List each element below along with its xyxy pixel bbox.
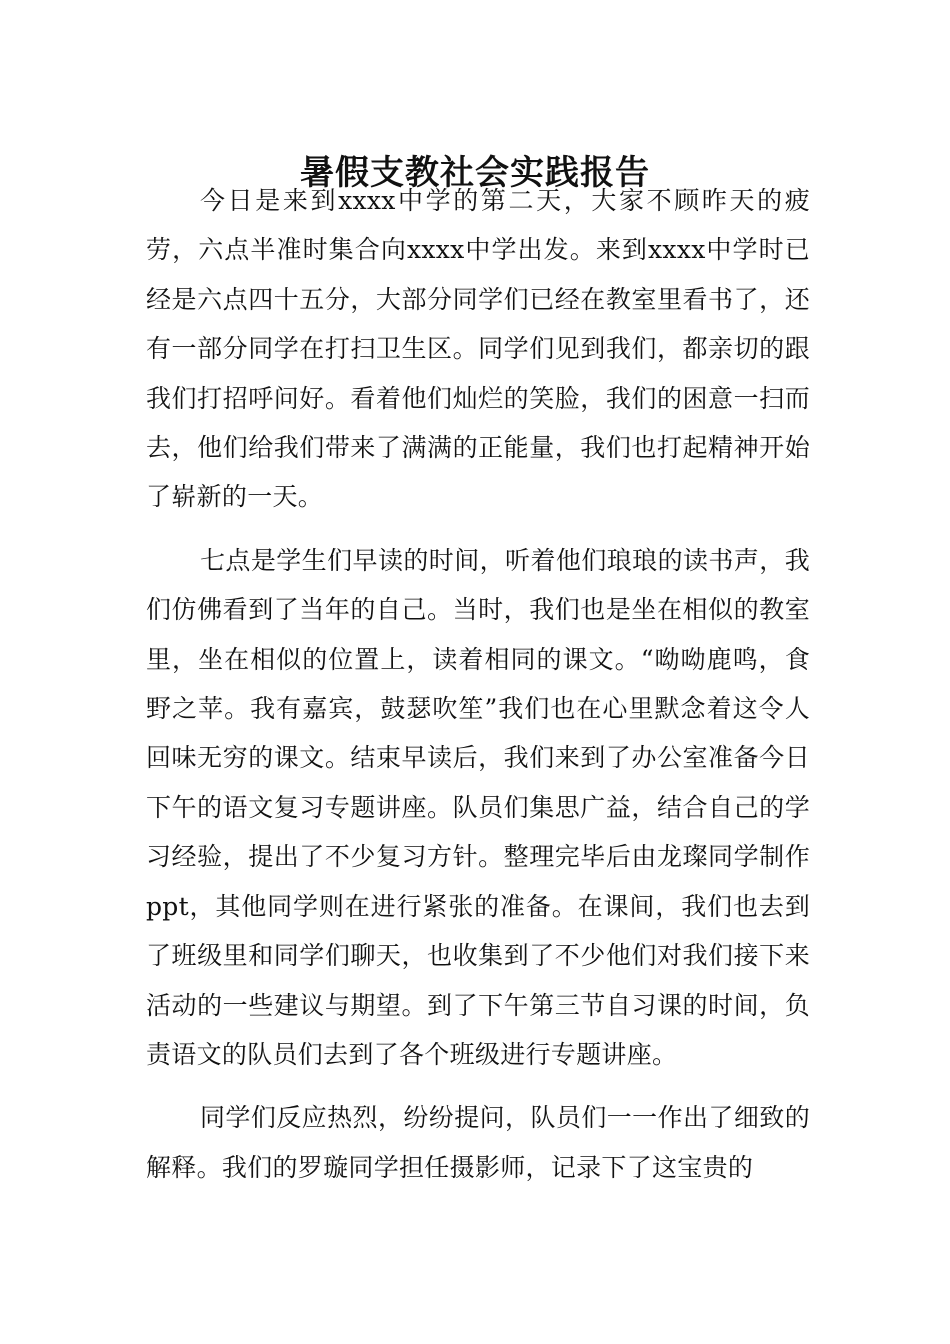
paragraph-3: 同学们反应热烈，纷纷提问，队员们一一作出了细致的解释。我们的罗璇同学担任摄影师，记录下了这宝贵的 <box>146 1103 810 1182</box>
document-title: 暑假支教社会实践报告 <box>300 152 650 193</box>
document-body <box>146 176 810 1192</box>
paragraph-1: 今日是来到xxxx中学的第二天，大家不顾昨天的疲劳，六点半准时集合向xxxx中学出发。来到xxxx中学时已经是六点四十五分，大部分同学们已经在教室里看书了，还有一部分同学在打扫卫生区。同学们见到我们，都亲切的跟我们打招呼问好。看着他们灿烂的笑脸，我们的困意一扫而去，他们给我们带来了满满的正能量，我们也打起精神开始了崭新的一天。 <box>146 186 810 512</box>
paragraph-2: 七点是学生们早读的时间，听着他们琅琅的读书声，我们仿佛看到了当年的自己。当时，我们也是坐在相似的教室里，坐在相似的位置上，读着相同的课文。“呦呦鹿鸣，食野之苹。我有嘉宾，鼓瑟吹笙”我们也在心里默念着这令人回味无穷的课文。结束早读后，我们来到了办公室准备今日下午的语文复习专题讲座。队员们集思广益，结合自己的学习经验，提出了不少复习方针。整理完毕后由龙璨同学制作ppt，其他同学则在进行紧张的准备。在课间，我们也去到了班级里和同学们聊天，也收集到了不少他们对我们接下来活动的一些建议与期望。到了下午第三节自习课的时间，负责语文的队员们去到了各个班级进行专题讲座。 <box>146 545 810 1069</box>
